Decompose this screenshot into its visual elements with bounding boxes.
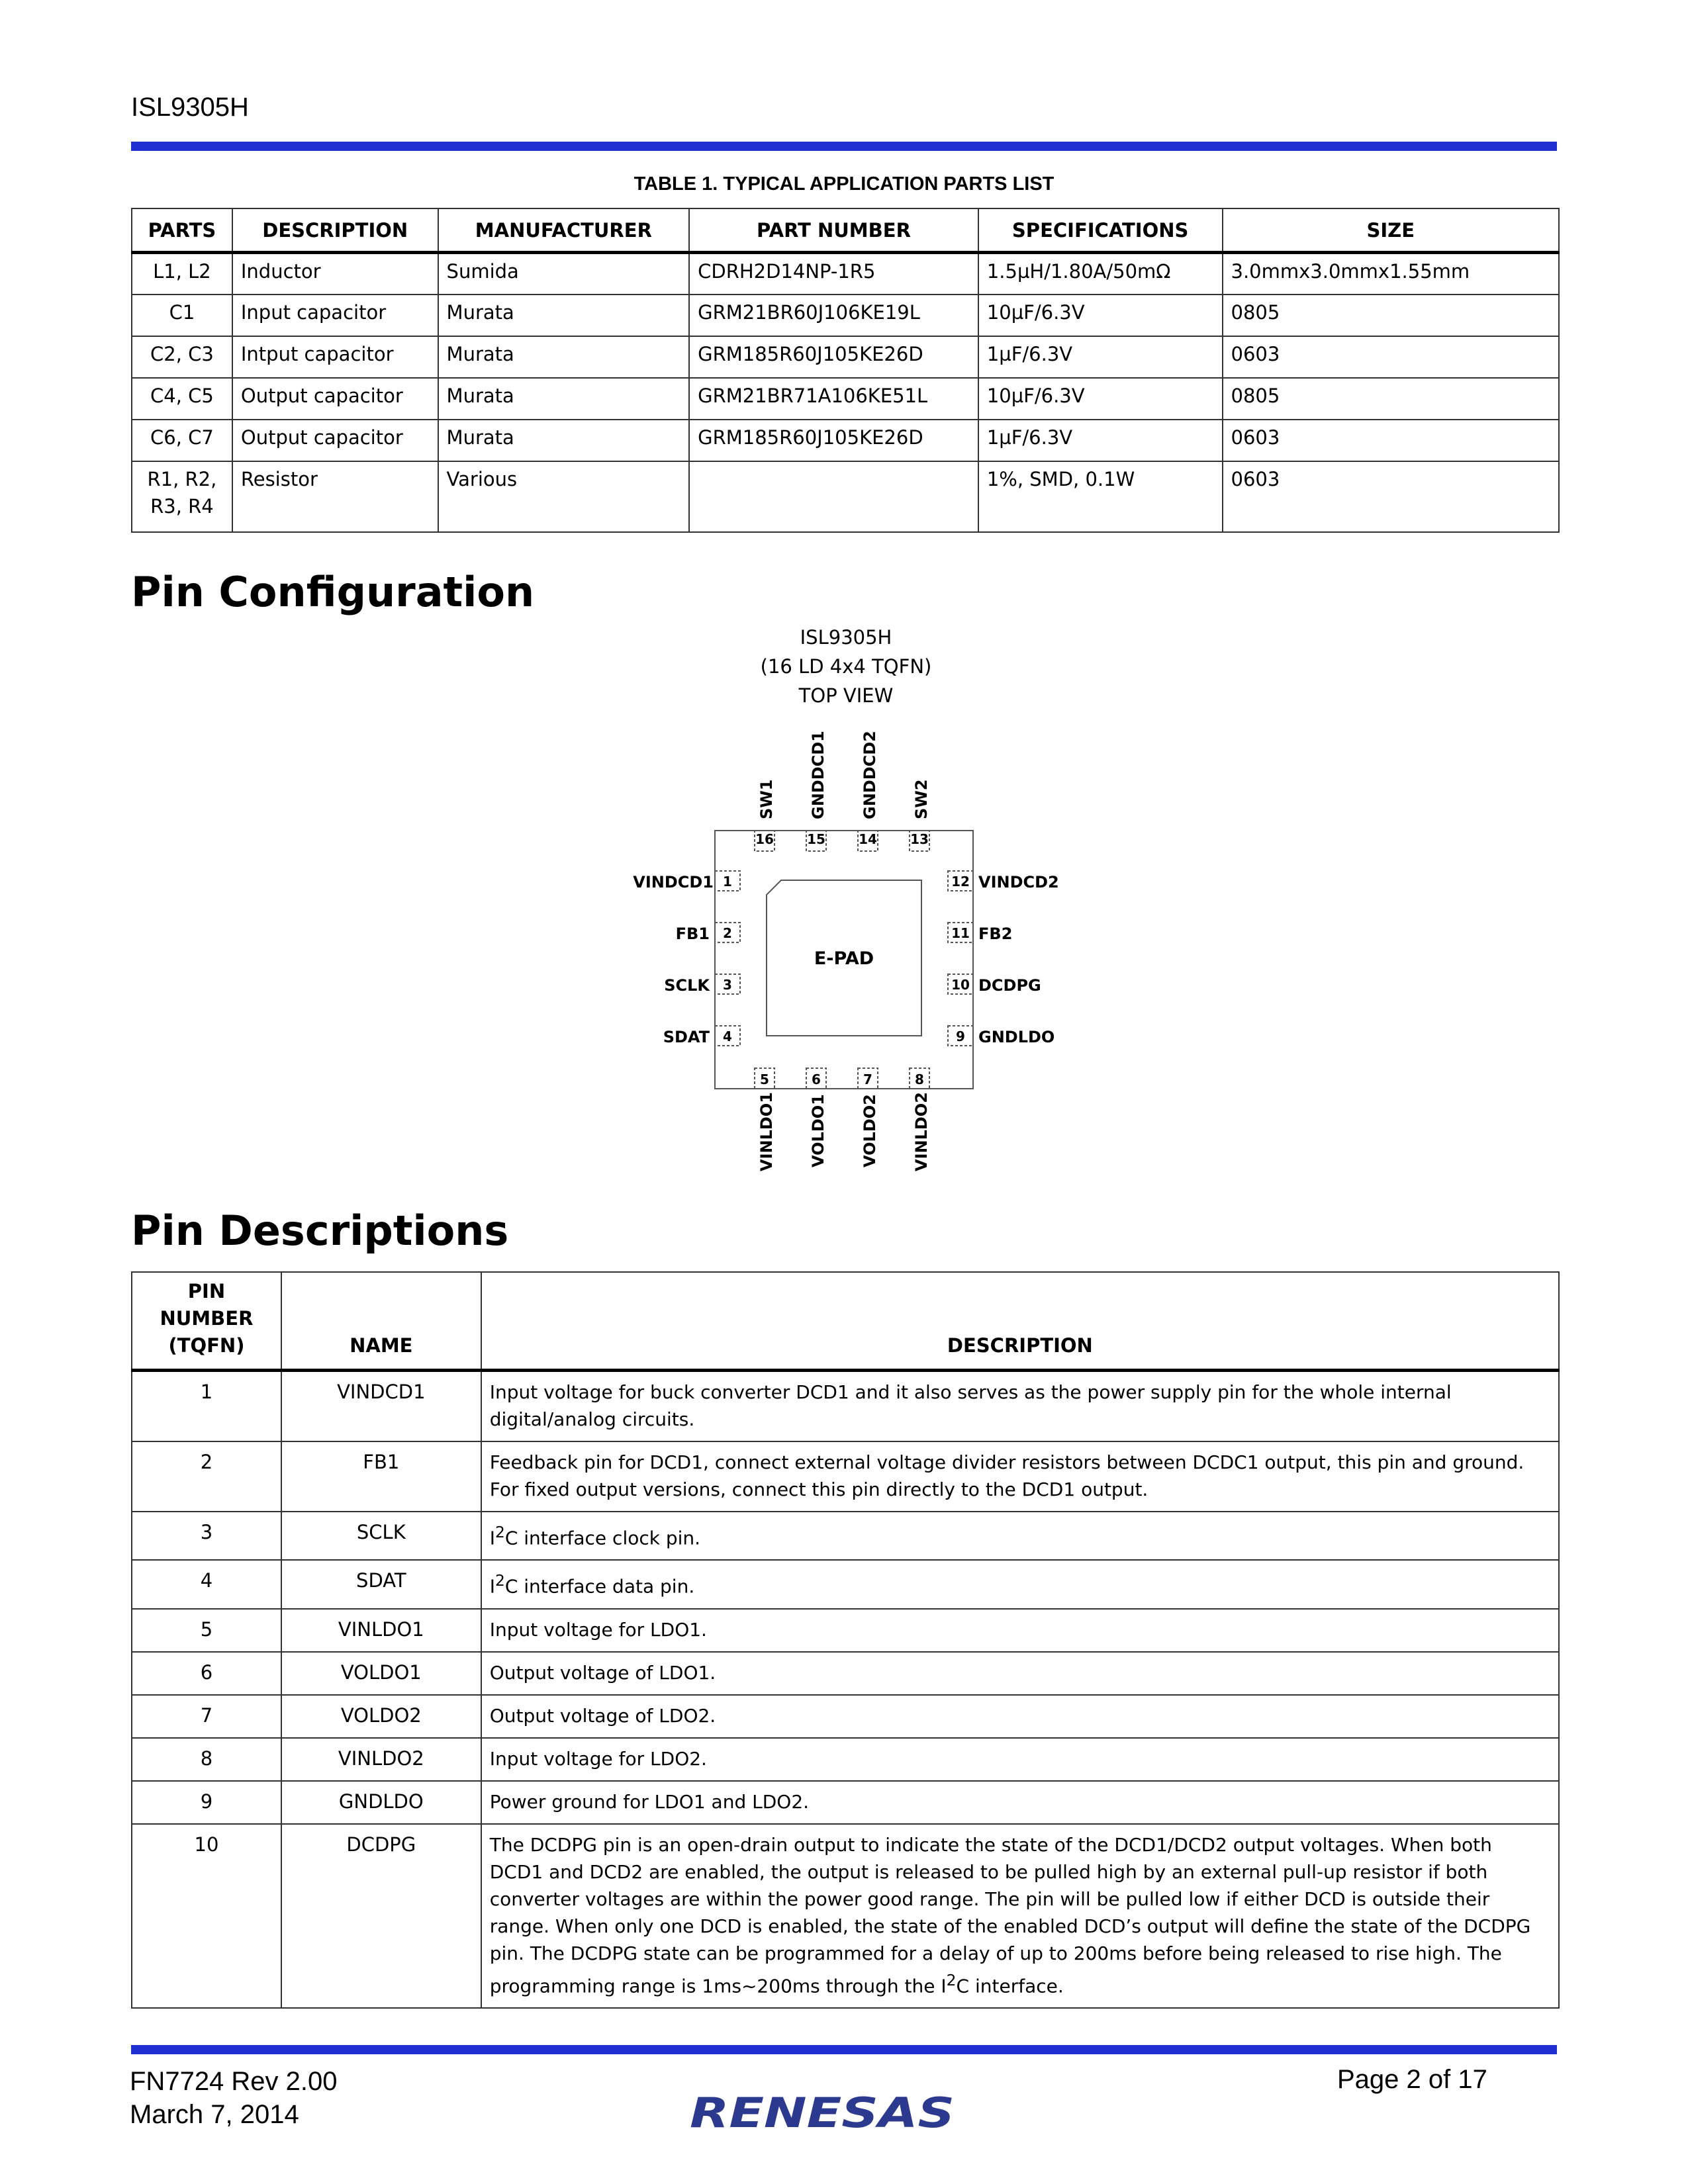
cell-pin-number: 2 — [132, 1441, 281, 1512]
cell-parts: L1, L2 — [132, 253, 232, 295]
pin-label: SW2 — [912, 779, 931, 819]
cell-pin-description: Output voltage of LDO2. — [481, 1695, 1559, 1738]
cell-pin-name: VINLDO1 — [281, 1609, 481, 1652]
footer-doc-number: FN7724 Rev 2.00 — [130, 2067, 338, 2096]
cell-parts: C6, C7 — [132, 420, 232, 461]
cell-description: Inductor — [232, 253, 438, 295]
cell-pin-description — [481, 1512, 1559, 1560]
pin-number: 13 — [910, 831, 929, 847]
cell-pin-number: 3 — [132, 1512, 281, 1560]
desc-text: C interface data pin. — [504, 1575, 695, 1598]
footer-page-number: Page 2 of 17 — [1337, 2065, 1487, 2094]
cell-specifications: 10µF/6.3V — [978, 378, 1223, 420]
pin-label: VINLDO2 — [912, 1092, 931, 1171]
cell-pin-number: 10 — [132, 1824, 281, 2008]
pin-label: DCDPG — [978, 976, 1041, 995]
col-header: PART NUMBER — [689, 208, 978, 253]
col-header-pin-number-line1: PIN NUMBER — [160, 1280, 254, 1330]
table-row — [132, 1371, 1559, 1442]
table-row — [132, 1781, 1559, 1824]
cell-size: 0805 — [1223, 378, 1559, 420]
cell-description: Intput capacitor — [232, 336, 438, 378]
cell-parts: C4, C5 — [132, 378, 232, 420]
pin-descriptions-title: Pin Descriptions — [131, 1206, 509, 1255]
cell-pin-name: FB1 — [281, 1441, 481, 1512]
parts-line-1: R1, R2, — [147, 467, 217, 490]
table-row — [132, 1738, 1559, 1781]
cell-pin-number: 6 — [132, 1652, 281, 1695]
cell-pin-name: DCDPG — [281, 1824, 481, 2008]
cell-pin-number: 1 — [132, 1371, 281, 1442]
table-row — [132, 420, 1559, 461]
table-row — [132, 378, 1559, 420]
cell-pin-number: 5 — [132, 1609, 281, 1652]
cell-pin-description — [481, 1560, 1559, 1608]
cell-pin-number: 4 — [132, 1560, 281, 1608]
cell-parts: C2, C3 — [132, 336, 232, 378]
pin-number: 12 — [951, 874, 970, 889]
cell-part-number — [689, 461, 978, 532]
cell-manufacturer: Sumida — [438, 253, 690, 295]
table-row — [132, 1652, 1559, 1695]
cell-manufacturer: Various — [438, 461, 690, 532]
pin-number: 16 — [755, 831, 774, 847]
pin-desc-header — [132, 1272, 1559, 1371]
cell-pin-description: Output voltage of LDO1. — [481, 1652, 1559, 1695]
table-row — [132, 253, 1559, 295]
cell-part-number: GRM21BR60J106KE19L — [689, 295, 978, 336]
cell-pin-name: VINDCD1 — [281, 1371, 481, 1442]
cell-size: 0603 — [1223, 461, 1559, 532]
cell-specifications: 10µF/6.3V — [978, 295, 1223, 336]
pin-number: 11 — [951, 925, 970, 941]
cell-description: Resistor — [232, 461, 438, 532]
pin-number: 7 — [863, 1071, 872, 1087]
table-row — [132, 1441, 1559, 1512]
cell-manufacturer: Murata — [438, 336, 690, 378]
col-header: SIZE — [1223, 208, 1559, 253]
i2c-superscript: 2 — [494, 1571, 505, 1590]
pin-diagram — [596, 615, 1099, 1185]
cell-pin-description: Power ground for LDO1 and LDO2. — [481, 1781, 1559, 1824]
i2c-superscript: 2 — [494, 1523, 505, 1541]
pin-label: VOLDO2 — [861, 1094, 879, 1167]
cell-part-number: GRM21BR71A106KE51L — [689, 378, 978, 420]
pin-label: VINDCD1 — [633, 873, 714, 891]
table-row — [132, 1824, 1559, 2008]
pin-label: FB1 — [675, 925, 710, 943]
chip-name: ISL9305H — [800, 626, 892, 649]
desc-text: The DCDPG pin is an open-drain output to indicate the state of the DCD1/DCD2 output voltages. When both DCD1 and DCD2 are enabled, the output is released to be pulled high by an external pull-up resistor if both converter voltages are within the power good range. The pin will be pulled low if either DCD is outside their range. When only one DCD is enabled, the state of the enabled DCD’s output will define the state of the DCDPG pin. The DCDPG state can be programmed for a delay of up to 200ms before being released to rise high. The programming range is 1ms~200ms through the I — [489, 1833, 1531, 1997]
col-header-pin-number — [132, 1272, 281, 1371]
cell-parts: C1 — [132, 295, 232, 336]
pin-label: GNDLDO — [978, 1028, 1055, 1046]
pin-label: SDAT — [663, 1028, 710, 1046]
table-row — [132, 1695, 1559, 1738]
cell-manufacturer: Murata — [438, 378, 690, 420]
cell-pin-number: 7 — [132, 1695, 281, 1738]
table-row — [132, 1560, 1559, 1608]
epad-label: E-PAD — [814, 948, 874, 969]
pin-label: SCLK — [664, 976, 710, 995]
col-header-description: DESCRIPTION — [481, 1272, 1559, 1371]
cell-part-number: GRM185R60J105KE26D — [689, 336, 978, 378]
cell-pin-number: 8 — [132, 1738, 281, 1781]
chip-package: (16 LD 4x4 TQFN) — [760, 655, 932, 678]
cell-pin-description: Feedback pin for DCD1, connect external voltage divider resistors between DCDC1 output, this pin and ground. For fixed output versions, connect this pin directly to the DCD1 output. — [481, 1441, 1559, 1512]
cell-description: Output capacitor — [232, 420, 438, 461]
cell-size: 0603 — [1223, 420, 1559, 461]
pin-number: 10 — [951, 977, 970, 993]
pin-number: 5 — [760, 1071, 769, 1087]
cell-pin-description — [481, 1824, 1559, 2008]
pin-number: 14 — [859, 831, 877, 847]
cell-pin-name: SCLK — [281, 1512, 481, 1560]
header-rule — [131, 142, 1557, 151]
pin-number: 4 — [723, 1028, 732, 1044]
desc-text: I — [489, 1575, 495, 1598]
pin-number: 3 — [723, 977, 732, 993]
desc-text: I — [489, 1527, 495, 1549]
cell-pin-name: VOLDO1 — [281, 1652, 481, 1695]
cell-pin-name: VOLDO2 — [281, 1695, 481, 1738]
cell-specifications: 1µF/6.3V — [978, 420, 1223, 461]
cell-size: 0805 — [1223, 295, 1559, 336]
cell-size: 3.0mmx3.0mmx1.55mm — [1223, 253, 1559, 295]
cell-description: Output capacitor — [232, 378, 438, 420]
footer-date: March 7, 2014 — [130, 2100, 299, 2129]
table-row — [132, 336, 1559, 378]
pin-label: VINDCD2 — [978, 873, 1059, 891]
col-header: MANUFACTURER — [438, 208, 690, 253]
cell-specifications: 1µF/6.3V — [978, 336, 1223, 378]
pin-number: 1 — [723, 874, 732, 889]
parts-table — [131, 208, 1560, 533]
col-header: SPECIFICATIONS — [978, 208, 1223, 253]
cell-pin-description: Input voltage for buck converter DCD1 and it also serves as the power supply pin for the whole internal digital/analog circuits. — [481, 1371, 1559, 1442]
i2c-superscript: 2 — [946, 1970, 957, 1989]
pin-label: FB2 — [978, 925, 1013, 943]
pin-number: 8 — [915, 1071, 924, 1087]
parts-table-header — [132, 208, 1559, 253]
col-header: PARTS — [132, 208, 232, 253]
footer-rule — [131, 2045, 1557, 2054]
footer-doc-info — [130, 2065, 338, 2131]
col-header: DESCRIPTION — [232, 208, 438, 253]
pin-label: VOLDO1 — [809, 1094, 827, 1167]
table-row — [132, 1609, 1559, 1652]
pin-descriptions-table — [131, 1271, 1560, 2009]
desc-text: C interface clock pin. — [504, 1527, 701, 1549]
cell-pin-description: Input voltage for LDO2. — [481, 1738, 1559, 1781]
cell-pin-number: 9 — [132, 1781, 281, 1824]
cell-manufacturer: Murata — [438, 420, 690, 461]
pin-label: VINLDO1 — [757, 1092, 776, 1171]
renesas-logo — [686, 2085, 964, 2138]
cell-pin-name: GNDLDO — [281, 1781, 481, 1824]
cell-size: 0603 — [1223, 336, 1559, 378]
pin-number: 9 — [956, 1028, 965, 1044]
table-row — [132, 295, 1559, 336]
pin-number: 2 — [723, 925, 732, 941]
cell-pin-description: Input voltage for LDO1. — [481, 1609, 1559, 1652]
cell-specifications: 1.5µH/1.80A/50mΩ — [978, 253, 1223, 295]
document-header: ISL9305H — [131, 93, 249, 122]
pin-number: 6 — [812, 1071, 821, 1087]
pin-label: GNDDCD1 — [809, 731, 827, 819]
parts-line-2: R3, R4 — [150, 494, 214, 518]
col-header-name: NAME — [281, 1272, 481, 1371]
col-header-pin-number-line2: (TQFN) — [168, 1334, 245, 1357]
desc-text: C interface. — [956, 1974, 1064, 1997]
cell-part-number: GRM185R60J105KE26D — [689, 420, 978, 461]
pin-label: GNDDCD2 — [861, 731, 879, 819]
cell-parts — [132, 461, 232, 532]
cell-part-number: CDRH2D14NP-1R5 — [689, 253, 978, 295]
cell-pin-name: SDAT — [281, 1560, 481, 1608]
cell-manufacturer: Murata — [438, 295, 690, 336]
parts-table-caption: TABLE 1. TYPICAL APPLICATION PARTS LIST — [633, 173, 1055, 195]
cell-pin-name: VINLDO2 — [281, 1738, 481, 1781]
table-row — [132, 461, 1559, 532]
renesas-logo-text: RENESAS — [690, 2089, 955, 2137]
pin-label: SW1 — [757, 779, 776, 819]
cell-description: Input capacitor — [232, 295, 438, 336]
cell-specifications: 1%, SMD, 0.1W — [978, 461, 1223, 532]
chip-view: TOP VIEW — [798, 684, 894, 707]
pin-configuration-title: Pin Configuration — [131, 568, 535, 616]
table-row — [132, 1512, 1559, 1560]
pin-number: 15 — [807, 831, 825, 847]
